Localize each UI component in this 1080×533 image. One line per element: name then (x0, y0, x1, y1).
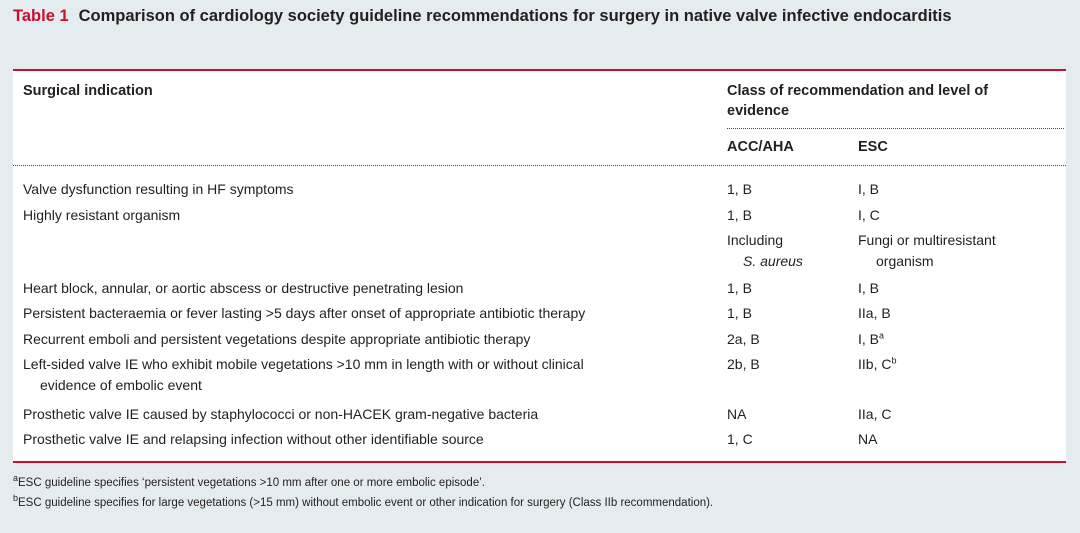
footnote-ref-b: b (891, 355, 897, 366)
row-7-indication: Prosthetic valve IE caused by staphylococci or non-HACEK gram-negative bacteria (23, 406, 539, 422)
row-5-esc: I, $B^a$ (858, 330, 885, 347)
row-3-indication: Heart block, annular, or aortic abscess or destructive penetrating lesion (23, 280, 464, 296)
row-1-indication: Valve dysfunction resulting in HF symptoms (23, 181, 294, 197)
row-2-esc-note-cont: organism (876, 253, 934, 269)
row-4-esc: IIa, B (858, 305, 891, 321)
table-body (13, 69, 1066, 463)
header-group-divider (727, 128, 1064, 129)
row-6-acc: 2b, B (727, 356, 760, 372)
footnote-a: $^a$ESC guideline specifies ‘persistent vegetations >10 mm after one or more embolic episode’. (13, 473, 485, 489)
row-3-esc: I, B (858, 280, 880, 296)
row-2-acc: 1, B (727, 207, 752, 223)
row-5-acc: 2a, B (727, 331, 760, 347)
row-2-esc-note: Fungi or multiresistant (858, 232, 996, 248)
header-divider (13, 165, 1066, 166)
row-2-acc-note: Including (727, 232, 784, 248)
footnote-ref-a: a (879, 330, 885, 341)
header-esc: ESC (858, 139, 888, 155)
row-3-acc: 1, B (727, 280, 752, 296)
table-label: Table 1 (13, 7, 69, 25)
footnote-b: $^b$ESC guideline specifies for large vegetations (>15 mm) without embolic event or other indication for surgery (Class IIb recommendation). (13, 493, 714, 509)
header-surgical-indication: Surgical indication (23, 83, 153, 99)
row-2-esc: I, C (858, 207, 880, 223)
row-1-acc: 1, B (727, 181, 752, 197)
row-2-indication: Highly resistant organism (23, 207, 181, 223)
row-4-indication: Persistent bacteraemia or fever lasting >5 days after onset of appropriate antibiotic therapy (23, 305, 586, 321)
header-class-recommendation: Class of recommendation and level of evidence (727, 83, 989, 119)
row-7-acc: NA (727, 406, 747, 422)
row-1-esc: I, B (858, 181, 880, 197)
row-2-acc-organism: S. aureus (743, 253, 803, 269)
table-title: Comparison of cardiology society guideline recommendations for surgery in native valve infective endocarditis (78, 7, 952, 25)
row-4-acc: 1, B (727, 305, 752, 321)
table-caption (13, 6, 1063, 26)
row-8-indication: Prosthetic valve IE and relapsing infection without other identifiable source (23, 431, 484, 447)
row-6-indication: Left-sided valve IE who exhibit mobile vegetations >10 mm in length with or without clinical (23, 356, 584, 372)
row-8-esc: NA (858, 431, 878, 447)
row-6-esc: IIb, $C^b$ (858, 355, 897, 372)
row-5-indication: Recurrent emboli and persistent vegetations despite appropriate antibiotic therapy (23, 331, 531, 347)
row-7-esc: IIa, C (858, 406, 892, 422)
header-acc-aha: ACC/AHA (727, 139, 794, 155)
row-8-acc: 1, C (727, 431, 753, 447)
row-6-indication-cont: evidence of embolic event (40, 377, 202, 393)
